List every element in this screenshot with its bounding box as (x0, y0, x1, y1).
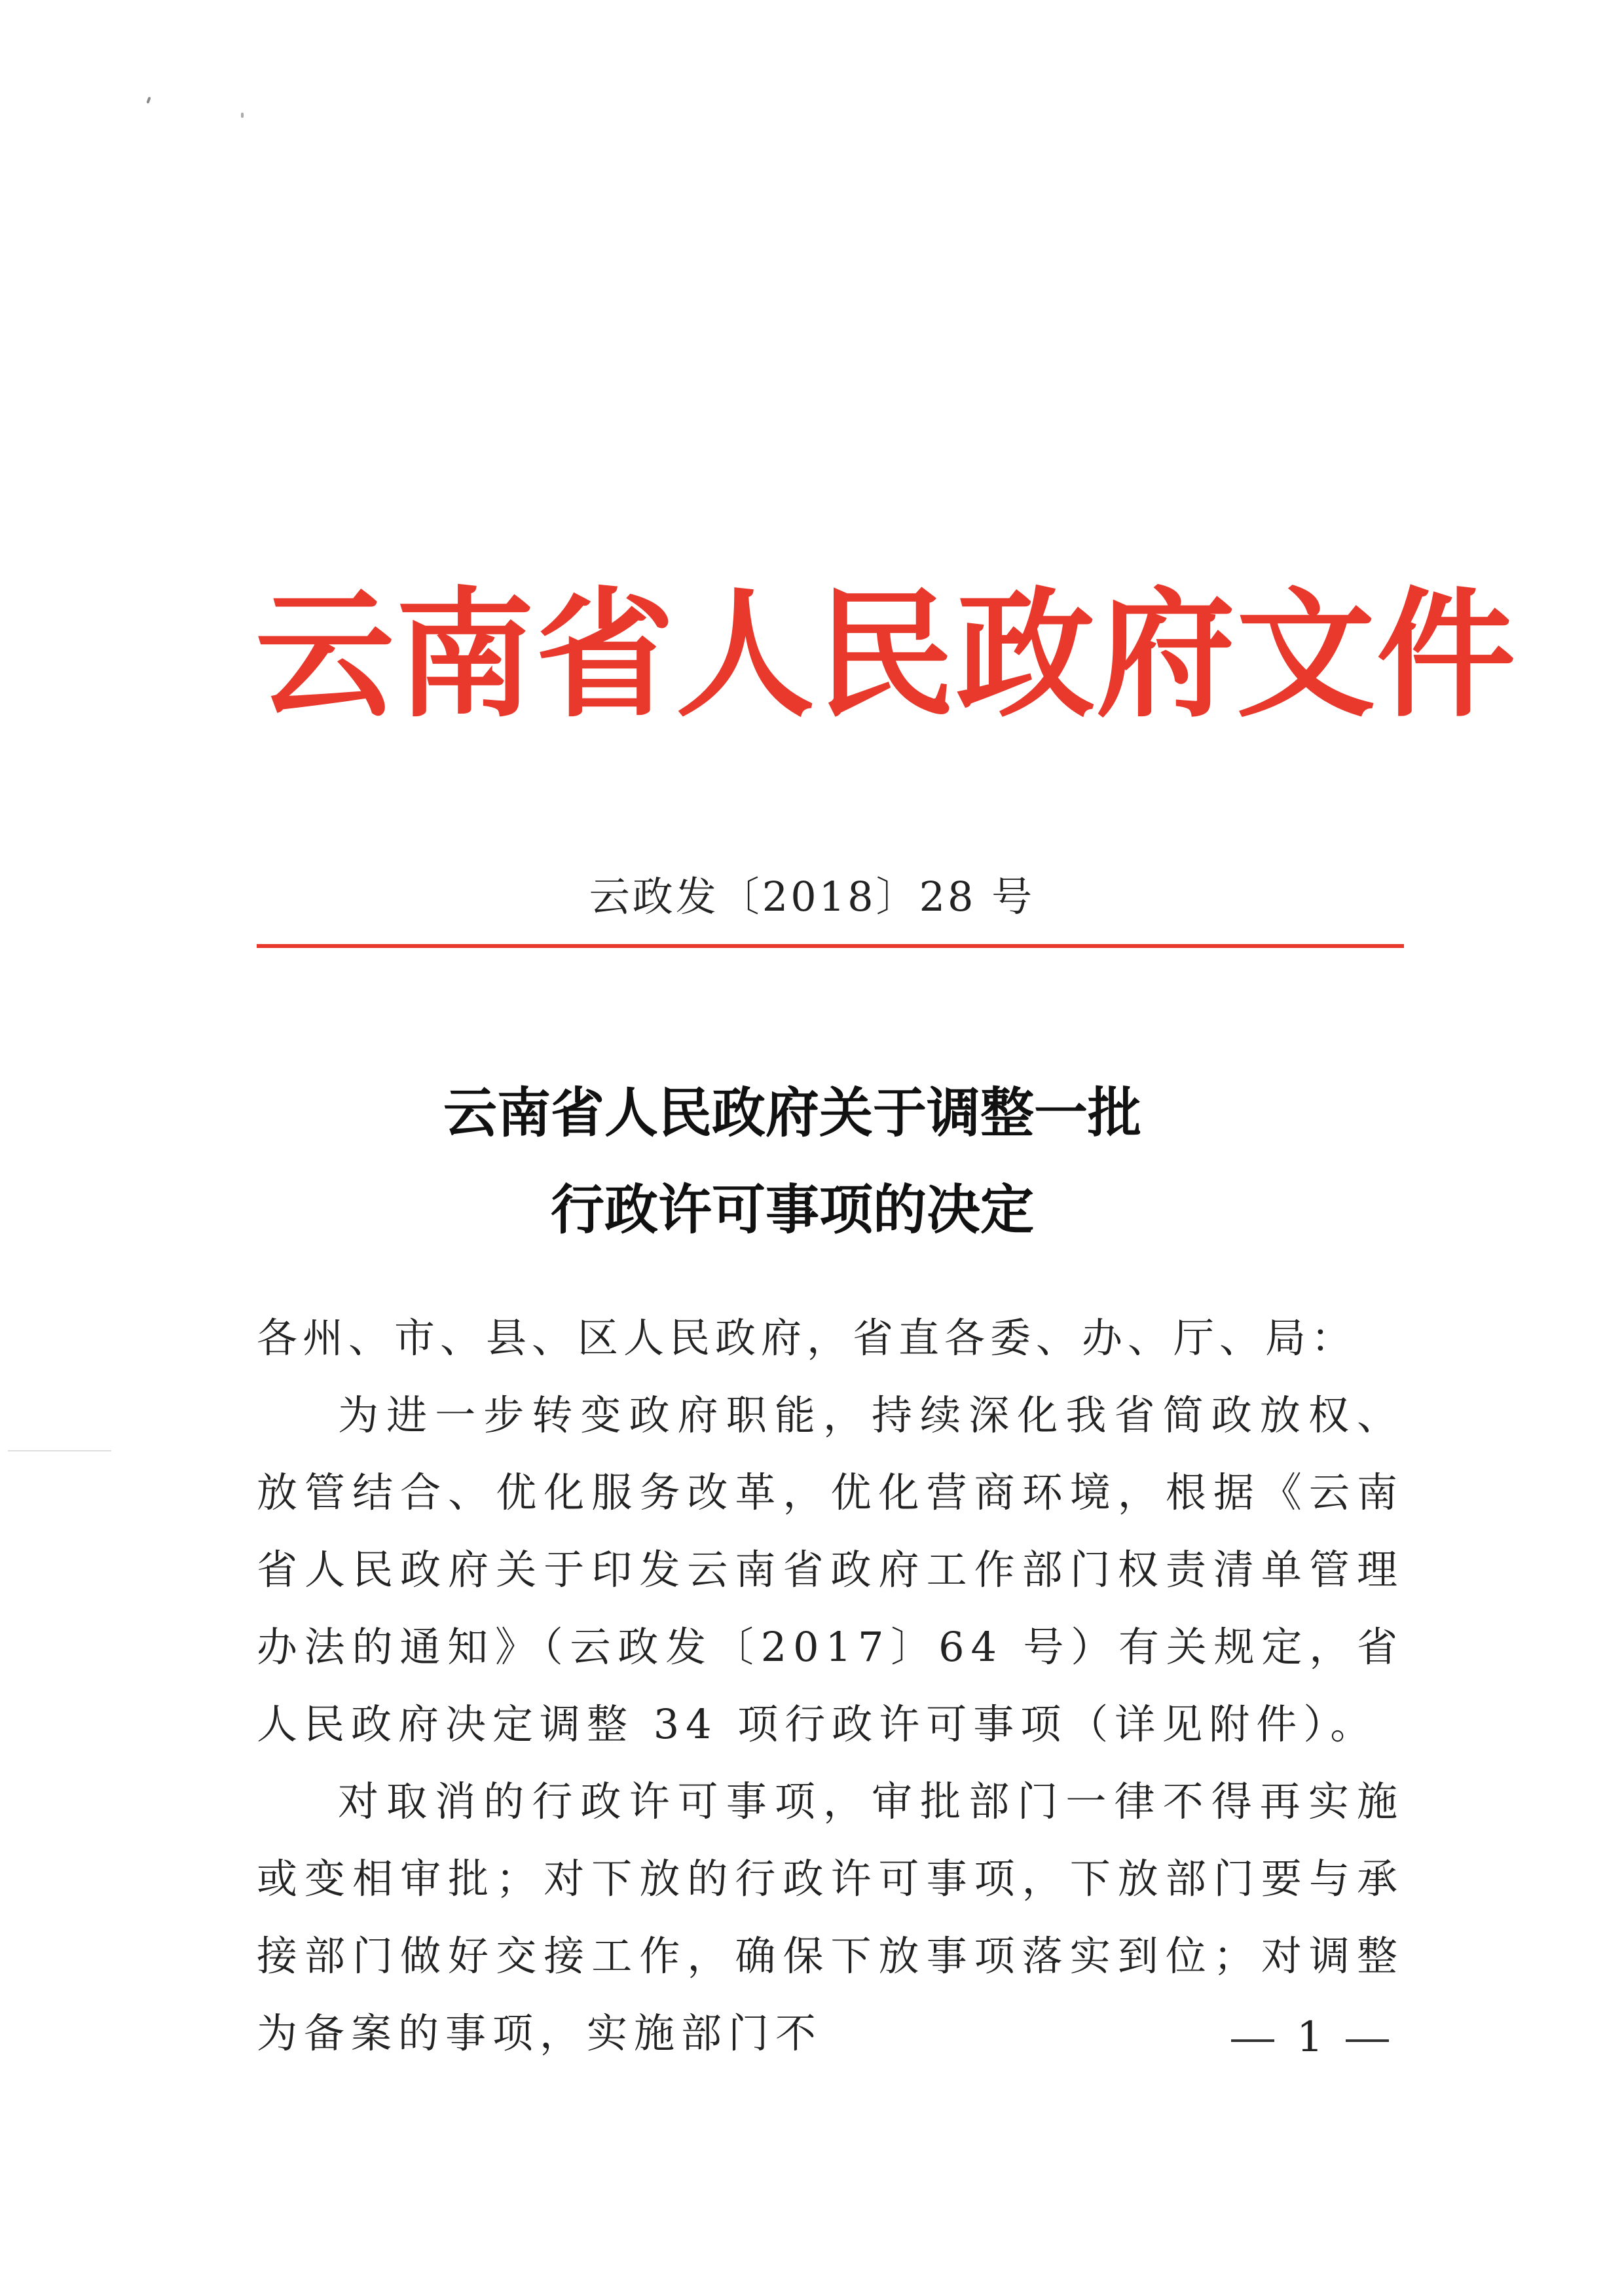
scan-speck (146, 97, 151, 104)
scan-speck (241, 113, 244, 118)
page-number-dash (1231, 2039, 1274, 2042)
document-body (257, 1300, 1404, 2072)
page-number-value: 1 (1297, 2013, 1323, 2062)
red-separator-line (257, 944, 1404, 948)
margin-mark (8, 1450, 111, 1451)
red-masthead: 云南省人民政府文件 (255, 573, 1517, 736)
document-number: 云政发〔2018〕28 号 (589, 873, 1035, 920)
page-number (1231, 2011, 1389, 2064)
document-title-line-2: 行政许可事项的决定 (550, 1178, 1034, 1241)
body-paragraph: 为进一步转变政府职能，持续深化我省简政放权、放管结合、优化服务改革，优化营商环境，根据《云南省人民政府关于印发云南省政府工作部门权责清单管理办法的通知》（云政发〔2017〕64 号）有关规定，省人民政府决定调整 34 项行政许可事项（详见附件）。 (257, 1391, 1404, 1748)
page-number-dash (1346, 2039, 1389, 2042)
salutation: 各州、市、县、区人民政府，省直各委、办、厅、局： (257, 1314, 1357, 1362)
body-paragraph: 对取消的行政许可事项，审批部门一律不得再实施或变相审批；对下放的行政许可事项，下放部门要与承接部门做好交接工作，确保下放事项落实到位；对调整为备案的事项，实施部门不 (257, 1777, 1404, 2057)
document-title-line-1: 云南省人民政府关于调整一批 (443, 1082, 1141, 1144)
